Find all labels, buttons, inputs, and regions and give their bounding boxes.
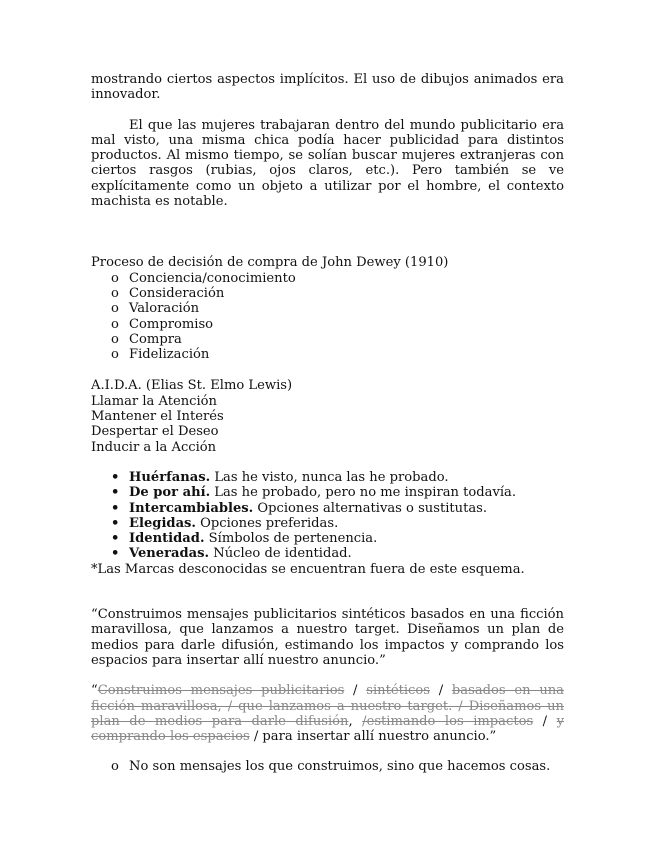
list-item: o No son mensajes los que construimos, sino que hacemos cosas. [111,759,551,775]
list-item: • De por ahí. Las he probado, pero no me inspiran todavía. [111,485,517,501]
aida-line: Llamar la Atención [91,393,217,409]
list-item: o Compra [111,331,182,347]
list-item: • Huérfanas. Las he visto, nunca las he probado. [111,469,449,485]
aida-line: Despertar el Deseo [91,424,219,440]
quote-original: “Construimos mensajes publicitarios sintéticos basados en una ficción maravillosa, que lanzamos a nuestro target. Diseñamos un plan de medios para darle difusión, estimando los impactos y comprando los espacios para insertar allí nuestro anuncio.” [91,607,564,668]
paragraph-intro: mostrando ciertos aspectos implícitos. El uso de dibujos animados era innovador. [91,72,564,103]
aida-line: Inducir a la Acción [91,439,217,455]
closing-list [91,759,564,774]
quote-annotated: “Construimos mensajes publicitarios / sintéticos / basados en una ficción maravillosa, / que lanzamos a nuestro target. / Diseñamos un plan de medios para darle difusión, /estimando los impactos / y comprando los espacios / para insertar allí nuestro anuncio.” [91,683,565,745]
list-item: • Elegidas. Opciones preferidas. [111,515,339,531]
dewey-list [91,271,564,363]
list-item: o Fidelización [111,347,210,363]
aida-heading: A.I.D.A. (Elias St. Elmo Lewis) [91,378,293,394]
list-item: o Valoración [111,301,200,317]
list-item: o Consideración [111,285,225,301]
list-item: o Conciencia/conocimiento [111,270,296,286]
aida-line: Mantener el Interés [91,409,224,425]
paragraph-women-advertising: El que las mujeres trabajaran dentro del mundo publicitario era mal visto, una misma chica podía hacer publicidad para distintos productos. Al mismo tiempo, se solían buscar mujeres extranjeras con ciertos rasgos (rubias, ojos claros, etc.). Pero también se ve explícitamente como un objeto a utilizar por el hombre, el contexto machista es notable. [91,117,564,210]
brands-note: *Las Marcas desconocidas se encuentran fuera de este esquema. [91,561,525,577]
dewey-heading: Proceso de decisión de compra de John Dewey (1910) [91,255,449,271]
brands-list [91,470,564,562]
document-page [91,72,564,775]
list-item: • Intercambiables. Opciones alternativas o sustitutas. [111,500,488,516]
list-item: • Identidad. Símbolos de pertenencia. [111,531,378,547]
list-item: o Compromiso [111,316,214,332]
list-item: • Veneradas. Núcleo de identidad. [111,546,352,562]
